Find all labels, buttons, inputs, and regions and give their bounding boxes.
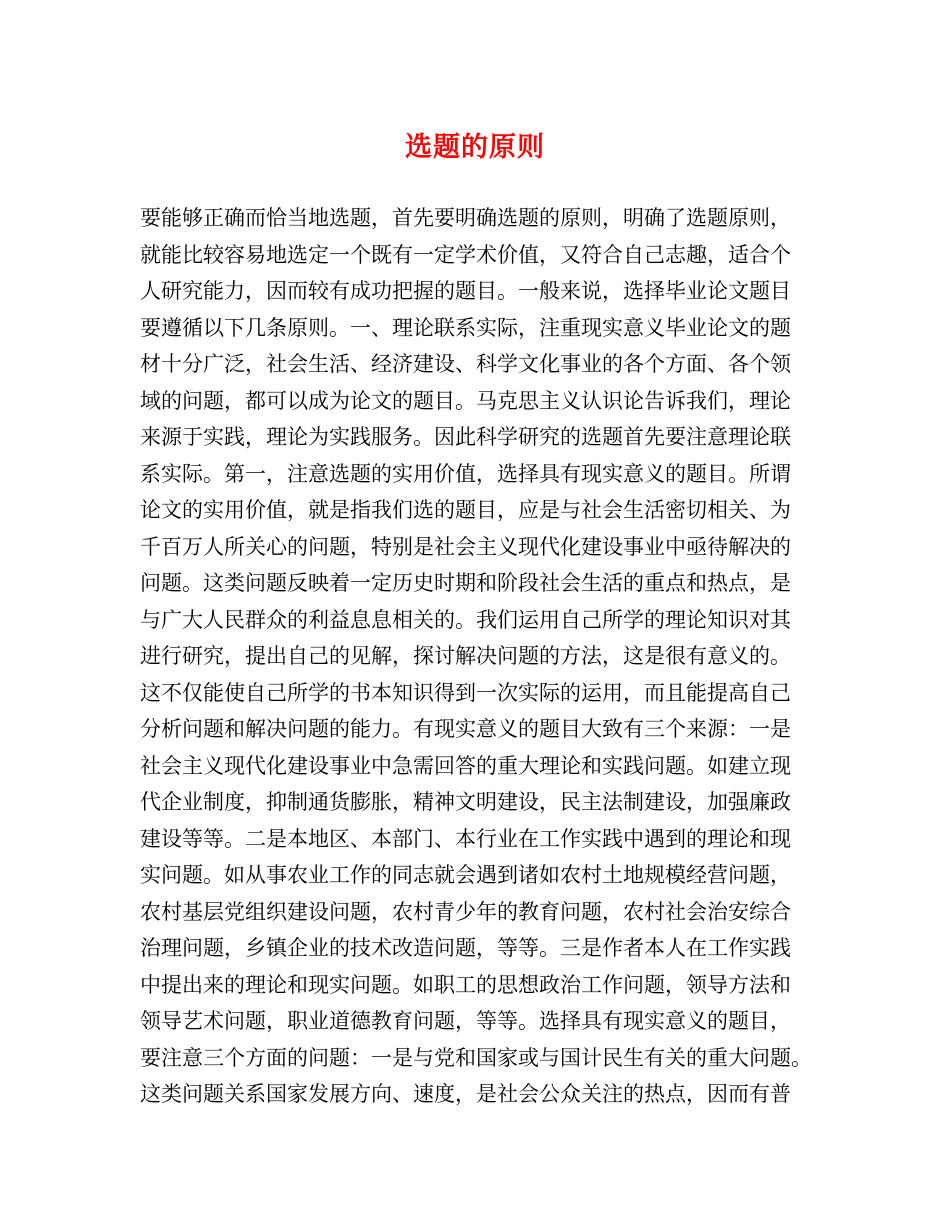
text-line: 系实际。第一，注意选题的实用价值，选择具有现实意义的题目。所谓 [140,461,791,486]
text-line: 这类问题关系国家发展方向、速度，是社会公众关注的热点，因而有普 [140,1082,791,1106]
text-line: 实问题。如从事农业工作的同志就会遇到诸如农村土地规模经营问题， [140,863,791,887]
text-line: 材十分广泛，社会生活、经济建设、科学文化事业的各个方面、各个领 [140,352,791,376]
text-line: 要能够正确而恰当地选题，首先要明确选题的原则，明确了选题原则， [140,206,791,230]
text-line: 人研究能力，因而较有成功把握的题目。一般来说，选择毕业论文题目 [140,279,791,303]
text-line: 就能比较容易地选定一个既有一定学术价值，又符合自己志趣，适合个 [140,242,791,267]
text-line: 论文的实用价值，就是指我们选的题目，应是与社会生活密切相关、为 [140,498,791,522]
body-text [140,200,840,1113]
text-line: 农村基层党组织建设问题，农村青少年的教育问题，农村社会治安综合 [140,899,791,924]
text-line: 治理问题，乡镇企业的技术改造问题，等等。三是作者本人在工作实践 [140,936,791,960]
text-line: 问题。这类问题反映着一定历史时期和阶段社会生活的重点和热点，是 [140,571,791,595]
document-title: 选题的原则 [405,132,545,163]
text-line: 建设等等。二是本地区、本部门、本行业在工作实践中遇到的理论和现 [140,826,791,851]
text-line: 要遵循以下几条原则。一、理论联系实际，注重现实意义毕业论文的题 [140,315,791,340]
text-line: 这不仅能使自己所学的书本知识得到一次实际的运用，而且能提高自己 [140,680,791,705]
text-line: 与广大人民群众的利益息息相关的。我们运用自己所学的理论知识对其 [140,607,791,632]
text-line: 千百万人所关心的问题，特别是社会主义现代化建设事业中亟待解决的 [140,534,791,559]
text-line: 代企业制度，抑制通货膨胀，精神文明建设，民主法制建设，加强廉政 [140,790,791,814]
text-line: 领导艺术问题，职业道德教育问题，等等。选择具有现实意义的题目， [140,1009,791,1033]
text-line: 进行研究，提出自己的见解，探讨解决问题的方法，这是很有意义的。 [140,644,791,668]
text-line: 中提出来的理论和现实问题。如职工的思想政治工作问题，领导方法和 [140,972,791,997]
text-line: 要注意三个方面的问题：一是与党和国家或与国计民生有关的重大问题。 [140,1045,812,1070]
text-line: 社会主义现代化建设事业中急需回答的重大理论和实践问题。如建立现 [140,753,791,778]
text-line: 分析问题和解决问题的能力。有现实意义的题目大致有三个来源：一是 [140,717,791,741]
text-line: 来源于实践，理论为实践服务。因此科学研究的选题首先要注意理论联 [140,425,791,449]
text-line: 域的问题，都可以成为论文的题目。马克思主义认识论告诉我们，理论 [140,388,791,413]
